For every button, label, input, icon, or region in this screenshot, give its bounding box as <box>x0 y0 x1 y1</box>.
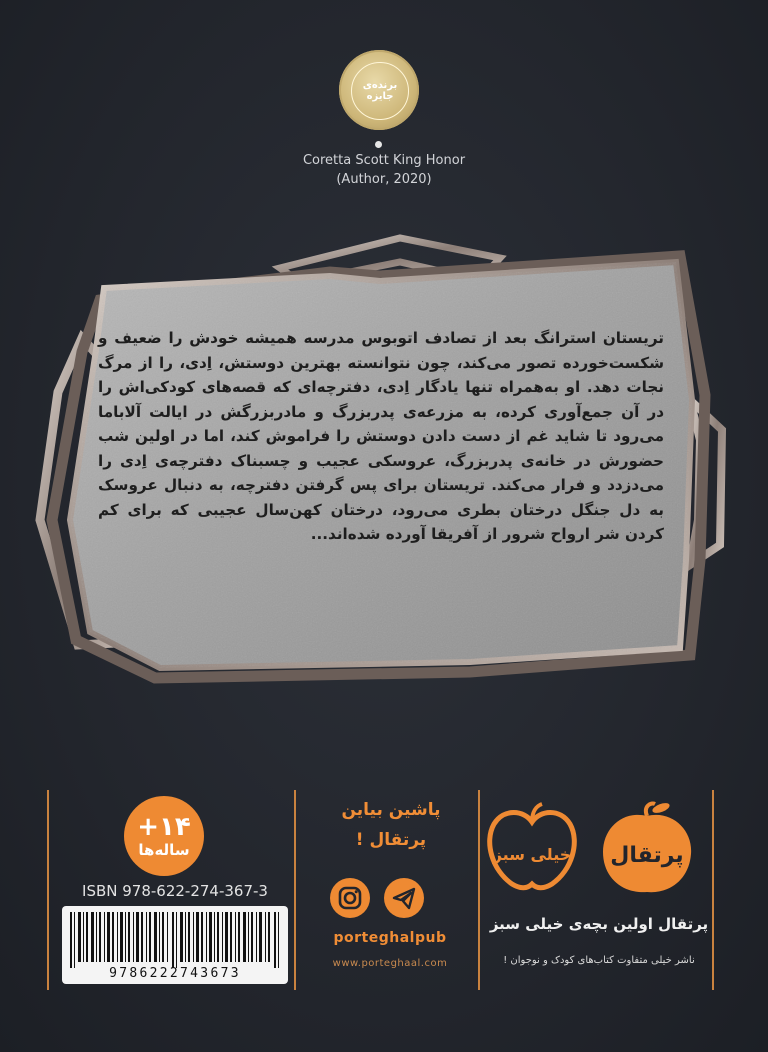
age-rating-label: ساله‌ها <box>138 841 190 859</box>
logo-main-text: پرتقال <box>610 843 684 868</box>
slogan-line-1: پاشین بیاین <box>341 800 441 820</box>
award-seal-label: برنده‌ی جایزه <box>362 80 398 102</box>
instagram-icon[interactable] <box>330 878 370 918</box>
brand-tagline: پرتقال اولین بچه‌ی خیلی سبز <box>489 915 709 933</box>
isbn-number: ISBN 978-622-274-367-3 <box>82 882 268 900</box>
age-rating-badge <box>124 796 204 876</box>
brand-subtitle: ناشر خیلی متفاوت کتاب‌های کودک و نوجوان ! <box>503 955 695 966</box>
book-blurb: تریستان استرانگ بعد از تصادف اتوبوس مدرسه همیشه خودش را ضعیف و شکست‌خورده تصور می‌کند، چون نتوانسته بهترین دوستش، اِدی، را از مرگ نجات دهد. او به‌همراه تنها یادگار اِدی، دفترچه‌ای که قصه‌های کودکی‌اش را در آن جمع‌آوری کرده، به مزرعه‌ی پدربزرگ و مادربزرگش در ایالت آلاباما می‌رود تا شاید غم از دست دادن دوستش را فراموش کند، اما در اولین شب حضورش در خانه‌ی پدربزرگ، عروسکی عجیب و چسبناک دفترچه‌ی اِدی را می‌دزدد و فرار می‌کند. تریستان برای پس گرفتن دفترچه، به دنبال عروسک به دل جنگل درختان بطری می‌رود، درختان کهن‌سال عجیبی که برای کم کردن شر ارواح شرور از آفریقا آورده شده‌اند... <box>98 329 664 543</box>
portoghal-logo-icon <box>597 800 697 896</box>
slogan-line-2: پرتقال ! <box>355 830 427 850</box>
barcode-bars-icon <box>62 910 288 970</box>
left-divider <box>47 790 49 990</box>
age-rating-number: +۱۴ <box>137 812 191 842</box>
kheili-sabz-logo-icon <box>484 800 580 892</box>
middle-divider-left <box>294 790 296 990</box>
social-handle[interactable]: porteghalpub <box>333 930 447 946</box>
middle-divider-right <box>478 790 480 990</box>
award-name: Coretta Scott King Honor <box>302 153 466 168</box>
logo-secondary-text: خیلی سبز <box>492 845 572 864</box>
barcode-digits: 9786222743673 <box>109 966 241 981</box>
website-link[interactable]: www.porteghaal.com <box>332 958 448 969</box>
award-detail: (Author, 2020) <box>336 172 432 187</box>
telegram-icon[interactable] <box>384 878 424 918</box>
barcode <box>62 906 288 984</box>
